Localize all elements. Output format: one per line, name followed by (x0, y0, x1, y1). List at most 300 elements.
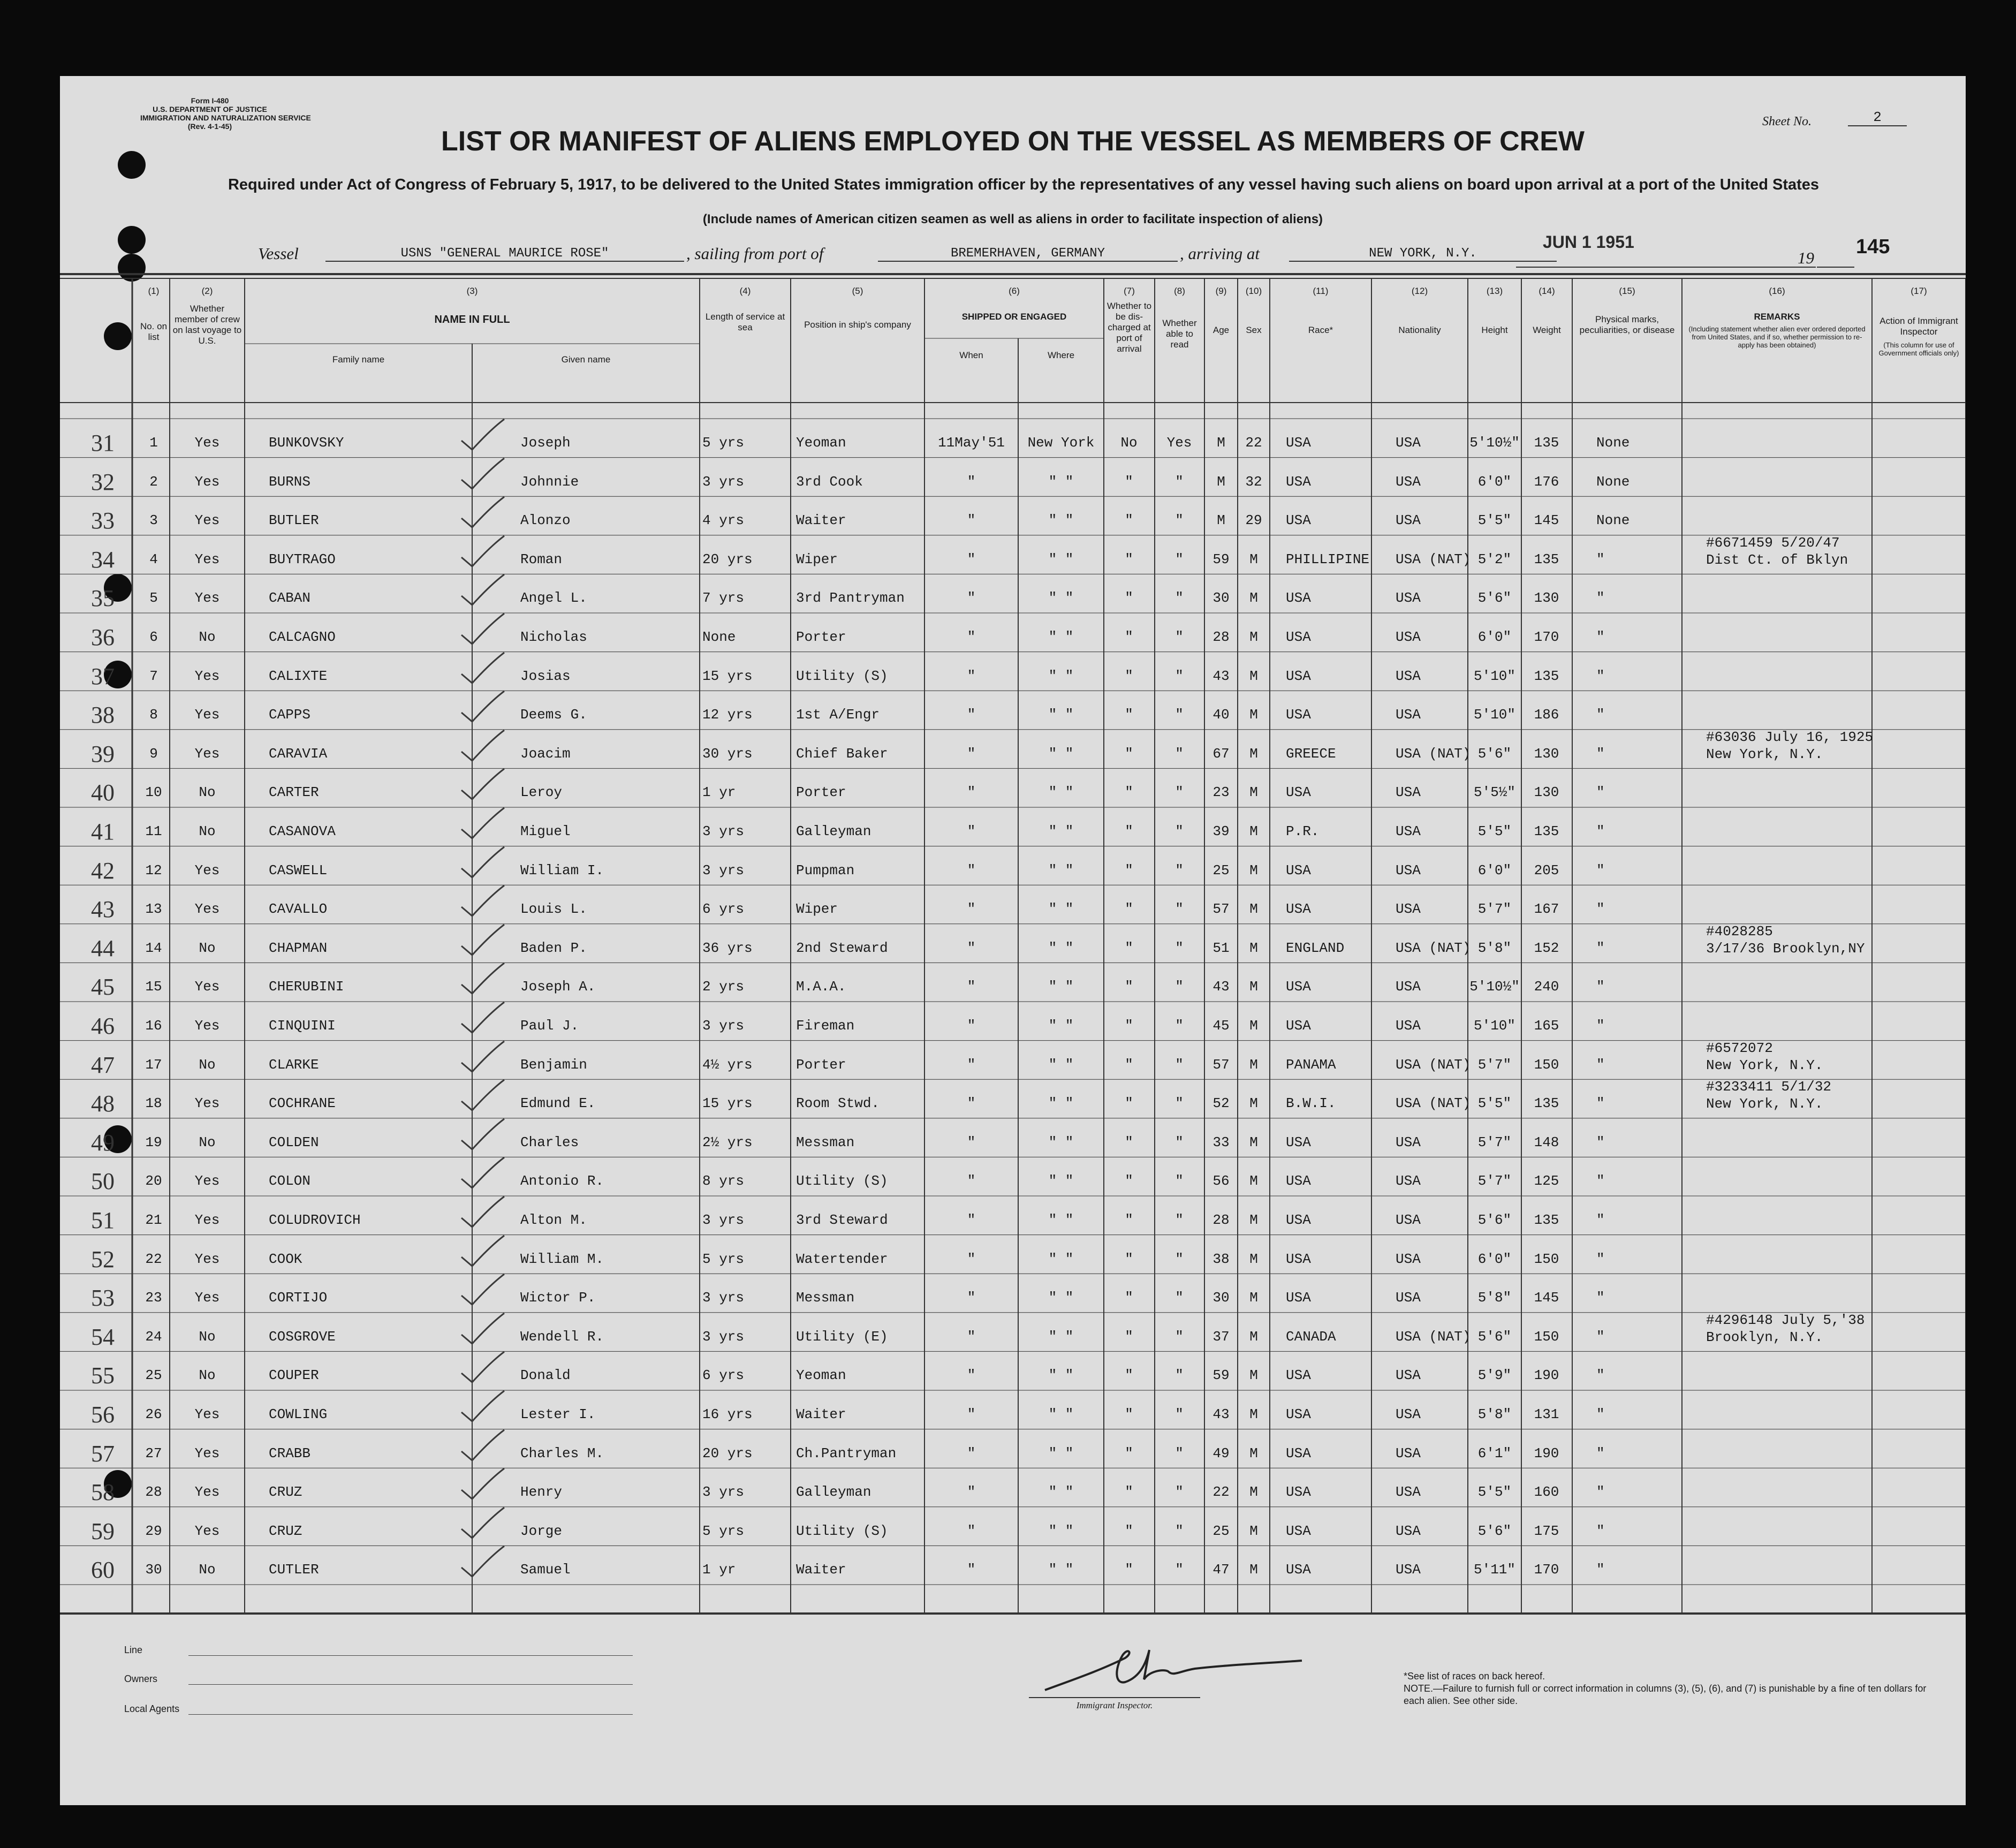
row-physical-marks: " (1596, 1367, 1605, 1384)
row-discharged: " (1125, 784, 1133, 801)
row-when: " (967, 707, 976, 723)
row-discharged: No (1120, 435, 1138, 451)
row-where: " " (1048, 590, 1074, 607)
row-position: Utility (S) (796, 1173, 888, 1190)
row-nationality: USA (1396, 823, 1421, 839)
footer-line-underline (188, 1655, 633, 1656)
row-family-name: BUNKOVSKY (269, 435, 344, 451)
row-able-to-read: " (1175, 901, 1184, 918)
row-height: 6'0" (1477, 473, 1512, 490)
row-discharged: " (1125, 512, 1133, 529)
row-line-number: 45 (91, 974, 115, 1001)
row-when: " (967, 473, 976, 490)
row-given-name: Miguel (520, 823, 571, 839)
row-given-name: William I. (520, 862, 604, 878)
row-weight: 135 (1534, 823, 1559, 839)
row-number: 30 (145, 1562, 162, 1578)
row-nationality: USA (1396, 435, 1421, 451)
row-physical-marks: " (1596, 1290, 1605, 1306)
row-length-service: 4 yrs (702, 512, 745, 529)
remark-line: #3233411 5/1/32 (1706, 1079, 1832, 1095)
row-member-last-voyage: Yes (194, 473, 220, 490)
row-when: " (967, 784, 976, 801)
row-weight: 205 (1534, 862, 1559, 878)
race-note: *See list of races on back hereof. (1404, 1671, 1545, 1682)
form-number: Form I-480 (191, 96, 229, 105)
row-number: 25 (145, 1367, 162, 1384)
remark-line: #6572072 (1706, 1040, 1773, 1056)
row-physical-marks: " (1596, 1251, 1605, 1267)
row-race: USA (1286, 629, 1311, 645)
header-name-in-full: NAME IN FULL (434, 314, 510, 325)
row-number: 1 (149, 435, 158, 451)
row-given-name: Charles (520, 1134, 579, 1150)
row-member-last-voyage: Yes (194, 745, 220, 762)
row-when: " (967, 1328, 976, 1345)
row-family-name: CARTER (269, 784, 319, 801)
row-position: 2nd Steward (796, 940, 888, 956)
row-physical-marks: " (1596, 823, 1605, 839)
row-when: " (967, 1367, 976, 1384)
row-length-service: 36 yrs (702, 940, 753, 956)
row-when: " (967, 1445, 976, 1461)
row-family-name: COLDEN (269, 1134, 319, 1150)
row-line-number: 54 (91, 1323, 115, 1350)
row-physical-marks: " (1596, 940, 1605, 956)
row-height: 6'0" (1477, 629, 1512, 645)
row-height: 5'2" (1477, 551, 1512, 567)
row-sex: M (1249, 1523, 1258, 1539)
row-line-number: 46 (91, 1013, 115, 1039)
row-position: 3rd Steward (796, 1212, 888, 1228)
row-nationality: USA (1396, 1406, 1421, 1422)
row-given-name: Roman (520, 551, 563, 567)
row-height: 6'0" (1477, 1251, 1512, 1267)
row-age: 23 (1212, 784, 1230, 801)
row-height: 5'6" (1477, 1328, 1512, 1345)
row-weight: 186 (1534, 707, 1559, 723)
row-where: " " (1048, 1173, 1074, 1190)
row-sex: 29 (1245, 512, 1262, 529)
row-weight: 176 (1534, 473, 1559, 490)
row-length-service: 3 yrs (702, 1484, 745, 1501)
row-given-name: Donald (520, 1367, 571, 1384)
row-height: 5'5½" (1473, 784, 1515, 801)
row-sex: M (1249, 1095, 1258, 1112)
row-length-service: 3 yrs (702, 473, 745, 490)
check-mark (459, 883, 507, 920)
header-discharged: Whether to be dis-charged at port of arrival (1106, 301, 1152, 354)
row-physical-marks: " (1596, 590, 1605, 607)
header-height: Height (1481, 325, 1508, 335)
row-member-last-voyage: No (199, 1328, 216, 1345)
row-number: 21 (145, 1212, 162, 1228)
row-line-number: 42 (91, 857, 115, 884)
row-when: " (967, 512, 976, 529)
row-when: " (967, 745, 976, 762)
header-remarks-note: (Including statement whether alien ever ordered deported from United States, and if so, whether permission to re-apply has been obtained) (1688, 325, 1866, 349)
row-height: 5'6" (1477, 1212, 1512, 1228)
check-mark (459, 1233, 507, 1270)
row-able-to-read: " (1175, 1290, 1184, 1306)
row-when: " (967, 1056, 976, 1073)
row-family-name: CAVALLO (269, 901, 328, 918)
row-physical-marks: " (1596, 1562, 1605, 1578)
row-weight: 135 (1534, 668, 1559, 684)
row-able-to-read: " (1175, 979, 1184, 995)
row-able-to-read: " (1175, 1173, 1184, 1190)
row-able-to-read: " (1175, 862, 1184, 878)
row-position: 1st A/Engr (796, 707, 880, 723)
row-sex: M (1249, 707, 1258, 723)
row-length-service: 15 yrs (702, 668, 753, 684)
row-discharged: " (1125, 668, 1133, 684)
row-family-name: COCHRANE (269, 1095, 336, 1112)
header-action-inspector: Action of Immigrant Inspector (1879, 316, 1958, 337)
row-family-name: CINQUINI (269, 1018, 336, 1034)
check-mark (459, 922, 507, 959)
row-able-to-read: " (1175, 1251, 1184, 1267)
row-given-name: Henry (520, 1484, 563, 1501)
row-given-name: Johnnie (520, 473, 579, 490)
row-sex: M (1249, 668, 1258, 684)
row-position: Galleyman (796, 1484, 871, 1501)
row-nationality: USA (1396, 629, 1421, 645)
row-nationality: USA (1396, 707, 1421, 723)
row-able-to-read: " (1175, 1134, 1184, 1150)
row-physical-marks: " (1596, 1445, 1605, 1461)
row-member-last-voyage: Yes (194, 707, 220, 723)
row-number: 23 (145, 1290, 162, 1306)
row-member-last-voyage: Yes (194, 1406, 220, 1422)
check-mark (459, 611, 507, 648)
row-age: 25 (1212, 862, 1230, 878)
check-mark (459, 1427, 507, 1465)
row-where: " " (1048, 823, 1074, 839)
header-remarks: REMARKS (1754, 312, 1800, 322)
row-position: Utility (S) (796, 1523, 888, 1539)
row-family-name: CHERUBINI (269, 979, 344, 995)
row-able-to-read: " (1175, 1523, 1184, 1539)
row-able-to-read: " (1175, 512, 1184, 529)
row-given-name: William M. (520, 1251, 604, 1267)
row-line-number: 33 (91, 508, 115, 534)
row-physical-marks: None (1596, 512, 1630, 529)
col-num-2: (2) (201, 286, 213, 296)
row-when: " (967, 1562, 976, 1578)
row-number: 13 (145, 901, 162, 918)
row-height: 5'9" (1477, 1367, 1512, 1384)
row-family-name: BUYTRAGO (269, 551, 336, 567)
row-discharged: " (1125, 745, 1133, 762)
row-race: USA (1286, 435, 1311, 451)
col-num-9: (9) (1215, 286, 1227, 296)
row-nationality: USA (1396, 1484, 1421, 1501)
sheet-number-value: 2 (1848, 109, 1907, 126)
row-member-last-voyage: Yes (194, 1484, 220, 1501)
row-member-last-voyage: No (199, 1134, 216, 1150)
row-member-last-voyage: Yes (194, 590, 220, 607)
row-where: " " (1048, 1212, 1074, 1228)
row-able-to-read: " (1175, 1328, 1184, 1345)
row-given-name: Joseph (520, 435, 571, 451)
row-discharged: " (1125, 1406, 1133, 1422)
check-mark (459, 572, 507, 609)
check-mark (459, 1039, 507, 1076)
row-sex: M (1249, 940, 1258, 956)
row-weight: 160 (1534, 1484, 1559, 1501)
row-weight: 150 (1534, 1056, 1559, 1073)
row-able-to-read: " (1175, 784, 1184, 801)
row-sex: 22 (1245, 435, 1262, 451)
row-sex: M (1249, 1562, 1258, 1578)
row-age: 43 (1212, 668, 1230, 684)
row-age: 43 (1212, 979, 1230, 995)
row-when: 11May'51 (938, 435, 1005, 451)
row-height: 5'10" (1473, 668, 1515, 684)
date-stamp: JUN 1 1951 (1543, 232, 1634, 252)
row-given-name: Wictor P. (520, 1290, 596, 1306)
row-member-last-voyage: Yes (194, 435, 220, 451)
row-race: B.W.I. (1286, 1095, 1336, 1112)
row-member-last-voyage: Yes (194, 551, 220, 567)
row-able-to-read: " (1175, 629, 1184, 645)
footer-owners-label: Owners (124, 1673, 158, 1684)
row-line-number: 60 (91, 1557, 115, 1584)
row-given-name: Joacim (520, 745, 571, 762)
row-age: 37 (1212, 1328, 1230, 1345)
row-where: " " (1048, 1406, 1074, 1422)
row-sex: M (1249, 823, 1258, 839)
row-race: GREECE (1286, 745, 1336, 762)
row-weight: 190 (1534, 1367, 1559, 1384)
row-length-service: 2 yrs (702, 979, 745, 995)
header-length-service: Length of service at sea (705, 312, 785, 332)
revision-date: (Rev. 4-1-45) (187, 122, 232, 131)
row-when: " (967, 1173, 976, 1190)
row-race: USA (1286, 1134, 1311, 1150)
row-member-last-voyage: Yes (194, 668, 220, 684)
row-length-service: 8 yrs (702, 1173, 745, 1190)
row-race: USA (1286, 590, 1311, 607)
row-line-number: 52 (91, 1246, 115, 1273)
row-when: " (967, 1095, 976, 1112)
check-mark (459, 805, 507, 843)
row-physical-marks: " (1596, 668, 1605, 684)
row-where: " " (1048, 629, 1074, 645)
row-able-to-read: " (1175, 1406, 1184, 1422)
row-where: " " (1048, 1523, 1074, 1539)
row-member-last-voyage: Yes (194, 862, 220, 878)
row-weight: 170 (1534, 1562, 1559, 1578)
row-weight: 145 (1534, 1290, 1559, 1306)
row-given-name: Paul J. (520, 1018, 579, 1034)
row-member-last-voyage: Yes (194, 1290, 220, 1306)
row-nationality: USA (1396, 1251, 1421, 1267)
row-length-service: 3 yrs (702, 862, 745, 878)
row-given-name: Baden P. (520, 940, 587, 956)
row-weight: 170 (1534, 629, 1559, 645)
row-sex: M (1249, 979, 1258, 995)
header-weight: Weight (1533, 325, 1561, 335)
row-age: 57 (1212, 901, 1230, 918)
row-position: Chief Baker (796, 745, 888, 762)
col-num-17: (17) (1911, 286, 1927, 296)
row-where: " " (1048, 473, 1074, 490)
row-where: " " (1048, 745, 1074, 762)
row-able-to-read: " (1175, 590, 1184, 607)
row-physical-marks: " (1596, 1095, 1605, 1112)
row-height: 5'10" (1473, 1018, 1515, 1034)
check-mark (459, 1155, 507, 1192)
row-able-to-read: " (1175, 1484, 1184, 1501)
row-sex: M (1249, 1212, 1258, 1228)
check-mark (459, 1388, 507, 1426)
row-given-name: Leroy (520, 784, 563, 801)
row-given-name: Louis L. (520, 901, 587, 918)
remark-line: New York, N.Y. (1706, 746, 1823, 762)
row-given-name: Charles M. (520, 1445, 604, 1461)
row-weight: 135 (1534, 1212, 1559, 1228)
row-line-number: 35 (91, 585, 115, 612)
row-sex: M (1249, 590, 1258, 607)
row-age: 56 (1212, 1173, 1230, 1190)
row-sex: M (1249, 1251, 1258, 1267)
row-member-last-voyage: No (199, 1367, 216, 1384)
header-age: Age (1212, 325, 1230, 335)
row-race: PANAMA (1286, 1056, 1336, 1073)
row-discharged: " (1125, 1212, 1133, 1228)
row-weight: 125 (1534, 1173, 1559, 1190)
row-able-to-read: " (1175, 1056, 1184, 1073)
row-where: " " (1048, 862, 1074, 878)
page-number: 145 (1856, 236, 1890, 258)
row-weight: 145 (1534, 512, 1559, 529)
row-sex: M (1249, 1406, 1258, 1422)
row-sex: M (1249, 1484, 1258, 1501)
row-position: Watertender (796, 1251, 888, 1267)
header-action-note: (This column for use of Government officials only) (1878, 341, 1959, 357)
row-length-service: 1 yr (702, 1562, 736, 1578)
row-nationality: USA (1396, 1367, 1421, 1384)
row-age: 40 (1212, 707, 1230, 723)
footer-agents-underline (188, 1714, 633, 1715)
row-physical-marks: " (1596, 1056, 1605, 1073)
row-sex: M (1249, 862, 1258, 878)
row-position: Waiter (796, 512, 846, 529)
row-length-service: 3 yrs (702, 1212, 745, 1228)
inspector-label: Immigrant Inspector. (1029, 1697, 1200, 1711)
row-race: CANADA (1286, 1328, 1336, 1345)
row-age: M (1217, 435, 1225, 451)
row-position: Porter (796, 1056, 846, 1073)
row-given-name: Alton M. (520, 1212, 587, 1228)
row-height: 5'8" (1477, 1406, 1512, 1422)
row-family-name: CORTIJO (269, 1290, 328, 1306)
col-num-7: (7) (1124, 286, 1135, 296)
row-sex: M (1249, 1173, 1258, 1190)
row-member-last-voyage: No (199, 629, 216, 645)
row-nationality: USA (1396, 1523, 1421, 1539)
row-number: 16 (145, 1018, 162, 1034)
row-able-to-read: " (1175, 1562, 1184, 1578)
remark-line: New York, N.Y. (1706, 1057, 1823, 1073)
row-position: M.A.A. (796, 979, 846, 995)
vessel-label: Vessel (258, 244, 299, 263)
row-number: 11 (145, 823, 162, 839)
remark-line: #6671459 5/20/47 (1706, 534, 1840, 551)
row-when: " (967, 1134, 976, 1150)
row-discharged: " (1125, 629, 1133, 645)
header-where: Where (1047, 350, 1075, 360)
row-nationality: USA (1396, 784, 1421, 801)
row-able-to-read: " (1175, 1445, 1184, 1461)
row-where: " " (1048, 1134, 1074, 1150)
row-position: Wiper (796, 901, 838, 918)
row-weight: 130 (1534, 745, 1559, 762)
row-number: 12 (145, 862, 162, 878)
row-weight: 130 (1534, 784, 1559, 801)
row-weight: 150 (1534, 1251, 1559, 1267)
row-height: 5'7" (1477, 1173, 1512, 1190)
row-where: " " (1048, 707, 1074, 723)
row-when: " (967, 823, 976, 839)
row-physical-marks: " (1596, 901, 1605, 918)
row-discharged: " (1125, 901, 1133, 918)
row-able-to-read: " (1175, 940, 1184, 956)
row-family-name: CALCAGNO (269, 629, 336, 645)
check-mark (459, 494, 507, 532)
row-number: 15 (145, 979, 162, 995)
row-member-last-voyage: No (199, 823, 216, 839)
row-weight: 240 (1534, 979, 1559, 995)
row-when: " (967, 1251, 976, 1267)
row-height: 5'11" (1473, 1562, 1515, 1578)
row-physical-marks: " (1596, 1328, 1605, 1345)
row-age: 38 (1212, 1251, 1230, 1267)
row-physical-marks: " (1596, 1406, 1605, 1422)
row-height: 5'8" (1477, 1290, 1512, 1306)
row-where: " " (1048, 979, 1074, 995)
row-sex: M (1249, 745, 1258, 762)
row-family-name: CRUZ (269, 1523, 302, 1539)
col-num-14: (14) (1538, 286, 1555, 296)
row-position: Porter (796, 629, 846, 645)
row-position: Utility (S) (796, 668, 888, 684)
row-number: 28 (145, 1484, 162, 1501)
row-age: 59 (1212, 551, 1230, 567)
row-number: 10 (145, 784, 162, 801)
row-nationality: USA (NAT) (1396, 551, 1471, 567)
remark-line: #63036 July 16, 1925 (1706, 729, 1874, 745)
row-family-name: CALIXTE (269, 668, 328, 684)
row-nationality: USA (NAT) (1396, 1095, 1471, 1112)
row-race: USA (1286, 1367, 1311, 1384)
row-line-number: 57 (91, 1440, 115, 1467)
row-family-name: COLUDROVICH (269, 1212, 361, 1228)
row-height: 5'5" (1477, 1095, 1512, 1112)
row-race: ENGLAND (1286, 940, 1345, 956)
col-num-4: (4) (739, 286, 751, 296)
row-family-name: CUTLER (269, 1562, 319, 1578)
row-when: " (967, 629, 976, 645)
row-physical-marks: " (1596, 1523, 1605, 1539)
row-discharged: " (1125, 1484, 1133, 1501)
col-num-5: (5) (852, 286, 863, 296)
row-length-service: 3 yrs (702, 1018, 745, 1034)
remark-line: #4296148 July 5,'38 (1706, 1312, 1865, 1328)
header-given-name: Given name (561, 354, 611, 365)
